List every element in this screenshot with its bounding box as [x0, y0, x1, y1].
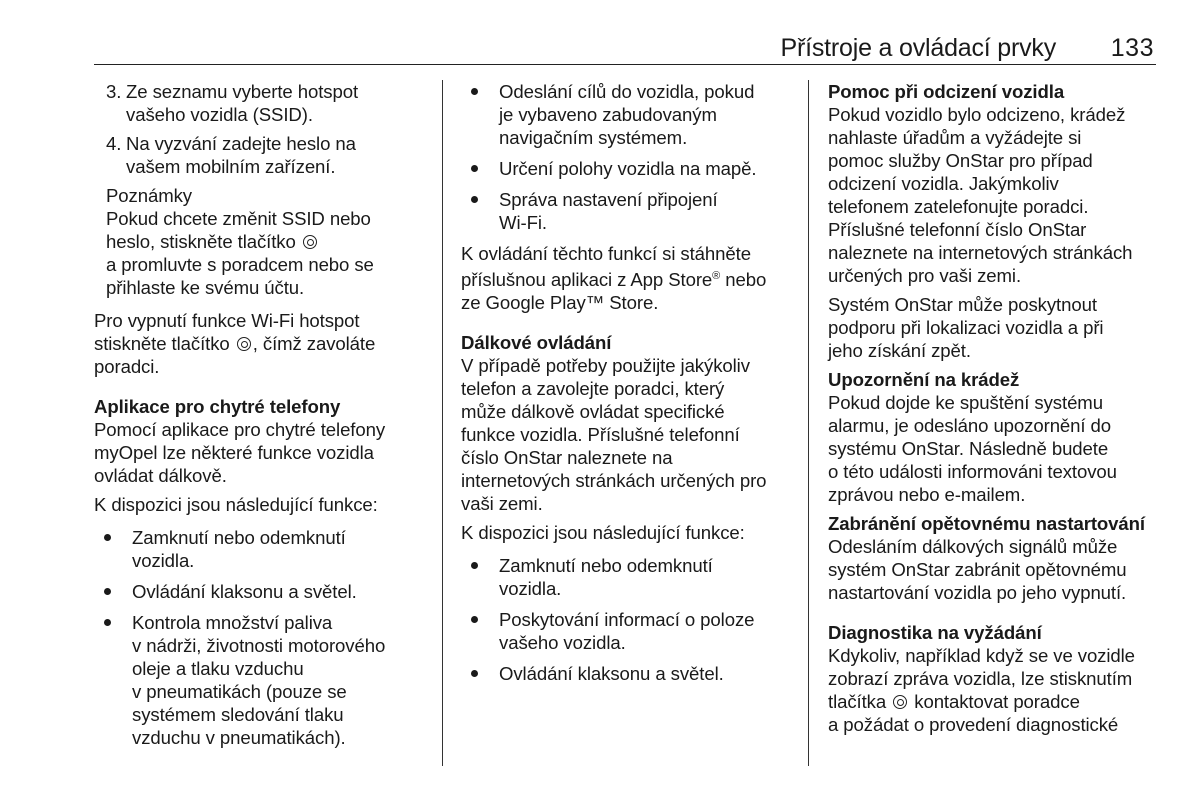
bullet: [104, 534, 111, 541]
text-line: Systém OnStar může poskytnout: [828, 294, 1097, 315]
steps-list: [94, 80, 424, 178]
text-line: nebo: [720, 269, 767, 291]
bullet: [471, 196, 478, 203]
section-heading: Diagnostika na vyžádání: [828, 622, 1042, 643]
text-line: oleje a tlaku vzduchu: [132, 658, 304, 679]
list-item: [461, 608, 796, 654]
text-line: zprávou nebo e-mailem.: [828, 484, 1026, 505]
text-line: poradci.: [94, 356, 160, 377]
paragraph: [461, 354, 796, 515]
text-line: telefonem zatelefonujte poradci.: [828, 196, 1089, 217]
note-text: a promluvte s poradcem nebo se: [106, 254, 374, 275]
section-heading: Aplikace pro chytré telefony: [94, 396, 341, 417]
text-line: a požádat o provedení diagnostické: [828, 714, 1119, 735]
text-line: odcizení vozidla. Jakýmkoliv: [828, 173, 1059, 194]
paragraph: [828, 535, 1163, 604]
step-number: 4.: [106, 133, 122, 154]
text-line: Správa nastavení připojení: [499, 189, 718, 210]
list-item: [461, 662, 796, 685]
step-number: 3.: [106, 81, 122, 102]
text-line: v pneumatikách (pouze se: [132, 681, 347, 702]
text-line: Wi-Fi.: [499, 212, 547, 233]
bullet: [471, 616, 478, 623]
paragraph: [461, 242, 796, 314]
text-line: je vybaveno zabudovaným: [499, 104, 717, 125]
paragraph: [828, 644, 1163, 736]
text-line: naleznete na internetových stránkách: [828, 242, 1133, 263]
text-line: Pokud dojde ke spuštění systému: [828, 392, 1103, 413]
text-line: funkce vozidla. Příslušné telefonní: [461, 424, 740, 446]
text-line: systém OnStar zabránit opětovnému: [828, 559, 1127, 580]
text-line: Příslušné telefonní číslo OnStar: [828, 219, 1087, 240]
bullet: [471, 165, 478, 172]
paragraph: K dispozici jsou následující funkce:: [94, 494, 378, 515]
onstar-button-icon: [237, 337, 251, 351]
list-item: [461, 554, 796, 600]
text-line: pomoc služby OnStar pro případ: [828, 150, 1093, 171]
section-heading: Pomoc při odcizení vozidla: [828, 81, 1065, 102]
list-item: [94, 132, 424, 178]
text-line: ovládat dálkově.: [94, 465, 227, 486]
text-line: Odeslání cílů do vozidla, pokud: [499, 81, 755, 102]
step-text: Na vyzvání zadejte heslo na: [126, 133, 356, 154]
section-title: Přístroje a ovládací prvky: [780, 34, 1056, 62]
text-line: K ovládání těchto funkcí si stáhněte: [461, 243, 751, 264]
feature-list: [461, 554, 796, 685]
note-text: Pokud chcete změnit SSID nebo: [106, 208, 371, 229]
paragraph: [94, 418, 424, 487]
text-line: kontaktovat poradce: [909, 691, 1080, 712]
text-line: určených pro vaši zemi.: [828, 265, 1022, 286]
onstar-button-icon: [893, 695, 907, 709]
feature-list: [94, 526, 424, 749]
text-line: Pomocí aplikace pro chytré telefony: [94, 419, 386, 440]
list-item: [461, 80, 796, 149]
text-line: nastartování vozidla po jeho vypnutí.: [828, 582, 1127, 603]
text-line: vaši zemi.: [461, 493, 543, 515]
text-line: vozidla.: [132, 550, 195, 571]
text-line: nahlaste úřadům a vyžádejte si: [828, 127, 1082, 148]
list-item: [94, 526, 424, 572]
note-text: heslo, stiskněte tlačítko: [106, 231, 296, 252]
text-line: jeho získání zpět.: [828, 340, 971, 361]
text-line: Určení polohy vozidla na mapě.: [499, 158, 757, 179]
column-right: [828, 80, 1163, 742]
text-line: zobrazí zpráva vozidla, lze stisknutím: [828, 668, 1133, 689]
text-line: Pro vypnutí funkce Wi-Fi hotspot: [94, 310, 360, 331]
text-line: Zamknutí nebo odemknutí: [499, 555, 713, 577]
paragraph: [828, 103, 1163, 287]
text-line: Poskytování informací o poloze: [499, 609, 755, 631]
text-line: systému OnStar. Následně budete: [828, 438, 1109, 459]
text-line: Pokud vozidlo bylo odcizeno, krádež: [828, 104, 1126, 125]
page-number: 133: [1110, 34, 1154, 62]
column-left: [94, 80, 424, 757]
text-line: Ovládání klaksonu a světel.: [499, 663, 724, 685]
text-line: Zamknutí nebo odemknutí: [132, 527, 346, 548]
step-text: vašeho vozidla (SSID).: [126, 104, 313, 125]
text-line: tlačítka: [828, 691, 887, 712]
text-line: Kdykoliv, například když se ve vozidle: [828, 645, 1135, 666]
registered-mark: ®: [712, 270, 721, 282]
text-line: stiskněte tlačítko: [94, 333, 230, 354]
bullet: [104, 588, 111, 595]
text-line: internetových stránkách určených pro: [461, 470, 767, 492]
text-line: , čímž zavoláte: [252, 333, 376, 354]
note-text: přihlaste ke svému účtu.: [106, 277, 305, 298]
text-line: vozidla.: [499, 578, 562, 600]
text-line: alarmu, je odesláno upozornění do: [828, 415, 1112, 436]
step-text: vašem mobilním zařízení.: [126, 156, 336, 177]
list-item: [461, 157, 796, 180]
bullet: [471, 562, 478, 569]
list-item: [461, 188, 796, 234]
text-line: Kontrola množství paliva: [132, 612, 333, 633]
text-line: o této události informováni textovou: [828, 461, 1117, 482]
column-divider: [442, 80, 443, 766]
list-item: [94, 80, 424, 126]
text-line: Odesláním dálkových signálů může: [828, 536, 1118, 557]
section-heading: Dálkové ovládání: [461, 332, 612, 354]
text-line: může dálkově ovládat specifické: [461, 401, 725, 423]
bullet: [471, 88, 478, 95]
text-line: v nádrži, životnosti motorového: [132, 635, 386, 656]
text-line: ze Google Play™ Store.: [461, 292, 659, 314]
bullet: [471, 670, 478, 677]
paragraph: [828, 293, 1163, 362]
note-title: Poznámky: [106, 185, 193, 206]
section-heading: Zabránění opětovnému nastartování: [828, 513, 1145, 534]
paragraph: [94, 309, 424, 378]
section-heading: Upozornění na krádež: [828, 369, 1020, 390]
bullet: [104, 619, 111, 626]
note-box: [94, 184, 424, 299]
text-line: číslo OnStar naleznete na: [461, 447, 673, 469]
column-divider: [808, 80, 809, 766]
text-line: V případě potřeby použijte jakýkoliv: [461, 355, 750, 377]
text-line: telefon a zavolejte poradci, který: [461, 378, 725, 400]
text-line: systémem sledování tlaku: [132, 704, 344, 725]
column-middle: [461, 80, 796, 693]
page-header: [94, 30, 1156, 65]
feature-list: [461, 80, 796, 234]
paragraph: [828, 391, 1163, 506]
onstar-button-icon: [303, 235, 317, 249]
text-line: vzduchu v pneumatikách).: [132, 727, 346, 748]
paragraph: K dispozici jsou následující funkce:: [461, 522, 745, 544]
step-text: Ze seznamu vyberte hotspot: [126, 81, 359, 102]
list-item: [94, 611, 424, 749]
text-line: příslušnou aplikaci z App Store: [461, 269, 713, 291]
text-line: Ovládání klaksonu a světel.: [132, 581, 357, 602]
text-line: vašeho vozidla.: [499, 632, 626, 654]
text-line: myOpel lze některé funkce vozidla: [94, 442, 374, 463]
text-line: podporu při lokalizaci vozidla a při: [828, 317, 1104, 338]
text-line: navigačním systémem.: [499, 127, 688, 148]
list-item: [94, 580, 424, 603]
